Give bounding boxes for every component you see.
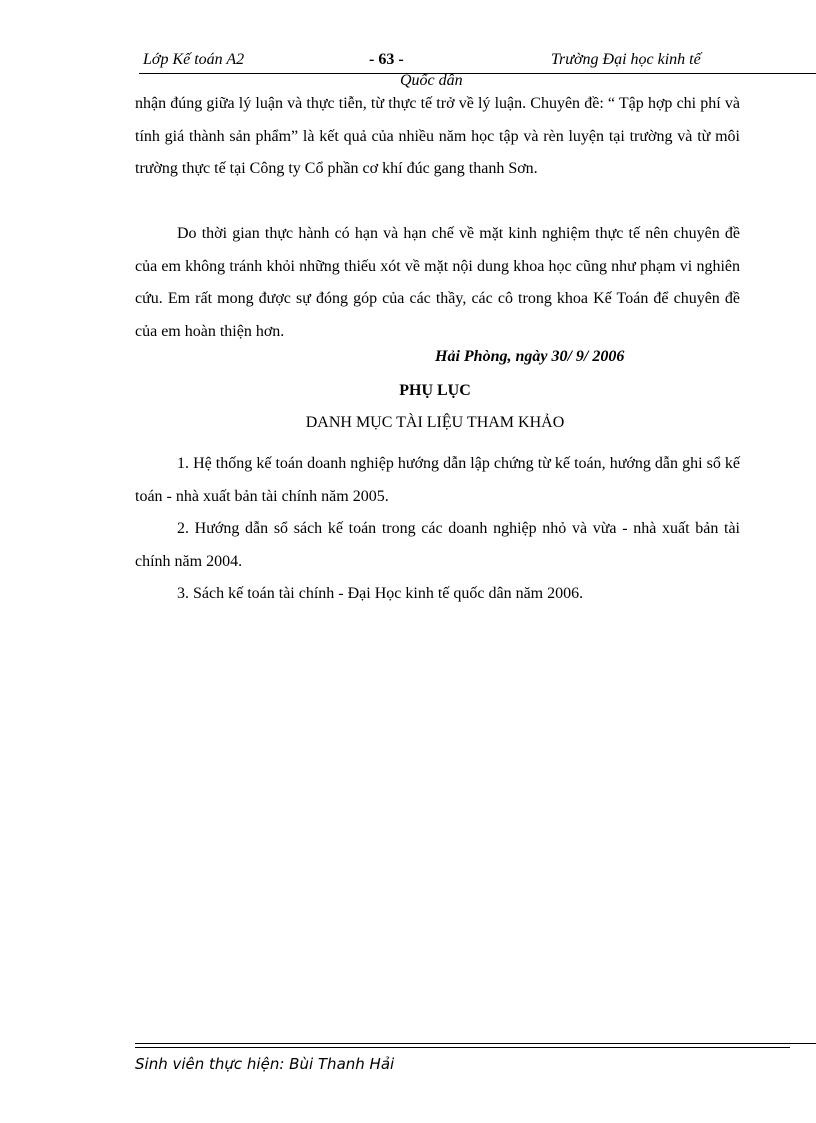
footer-student-name: Sinh viên thực hiện: Bùi Thanh Hải: [135, 1055, 395, 1073]
footer-divider-top: [135, 1043, 816, 1044]
references-title: DANH MỤC TÀI LIỆU THAM KHẢO: [305, 414, 565, 431]
reference-list: [135, 448, 740, 611]
header-class-name: Lớp Kế toán A2: [143, 51, 245, 68]
appendix-title: PHỤ LỤC: [399, 382, 471, 399]
page-number: - 63 -: [369, 51, 404, 68]
body-paragraph-1: nhận đúng giữa lý luận và thực tiễn, từ thực tế trở về lý luận. Chuyên đề: “ Tập hợp chi phí và tính giá thành sản phẩm” là kết quả của nhiều năm học tập và rèn luyện tại trường và từ môi trường thực tế tại Công ty Cổ phần cơ khí đúc gang thanh Sơn.: [135, 95, 740, 177]
header-divider: [139, 73, 816, 74]
header-university: Trường Đại học kinh tế: [551, 51, 701, 68]
body-paragraph-2-container: [135, 218, 740, 348]
footer-divider-bottom: [135, 1047, 790, 1048]
reference-item-3: 3. Sách kế toán tài chính - Đại Học kinh tế quốc dân năm 2006.: [177, 585, 584, 602]
reference-item-1: 1. Hệ thống kế toán doanh nghiệp hướng dẫn lập chứng từ kế toán, hướng dẫn ghi sổ kế toán - nhà xuất bản tài chính năm 2005.: [135, 455, 740, 505]
page-header: [139, 49, 816, 73]
reference-item-2: 2. Hướng dẫn sổ sách kế toán trong các doanh nghiệp nhỏ và vừa - nhà xuất bản tài chính năm 2004.: [135, 520, 740, 570]
signature-place-date: Hải Phòng, ngày 30/ 9/ 2006: [435, 348, 625, 365]
body-paragraph-2: Do thời gian thực hành có hạn và hạn chế về mặt kinh nghiệm thực tế nên chuyên đề của em không tránh khỏi những thiếu xót về mặt nội dung khoa học cũng như phạm vi nghiên cứu. Em rất mong được sự đóng góp của các thầy, các cô trong khoa Kế Toán để chuyên đề của em hoàn thiện hơn.: [135, 225, 740, 340]
body-paragraph-1-container: [135, 88, 740, 186]
header-university-cont: Quốc dân: [400, 72, 463, 89]
